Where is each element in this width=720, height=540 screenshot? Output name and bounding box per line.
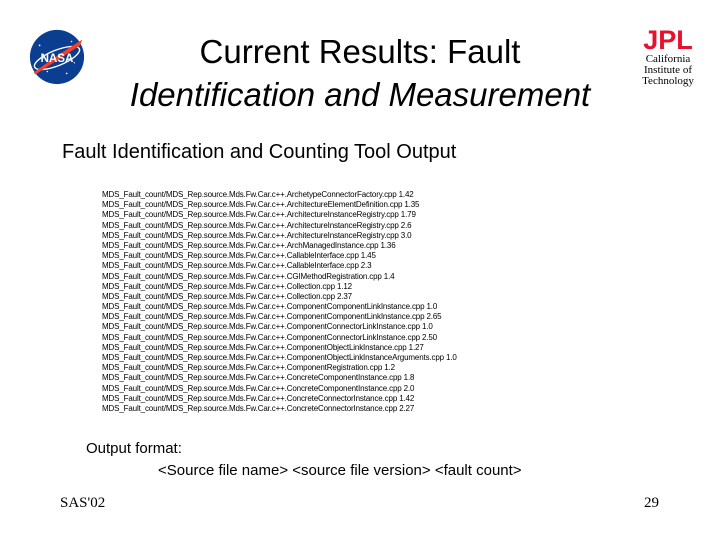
jpl-caption-line: Technology [642,75,694,87]
jpl-logo-text: JPL [643,26,693,52]
section-subtitle: Fault Identification and Counting Tool Output [62,141,457,163]
output-line: MDS_Fault_count/MDS_Rep.source.Mds.Fw.Car.c++.ConcreteComponentInstance.cpp 1.8 [102,373,415,383]
output-line: MDS_Fault_count/MDS_Rep.source.Mds.Fw.Car.c++.ComponentObjectLinkInstanceArguments.cpp 1.0 [102,353,457,362]
output-line: MDS_Fault_count/MDS_Rep.source.Mds.Fw.Car.c++.ComponentConnectorLinkInstance.cpp 2.50 [102,332,437,342]
output-line: MDS_Fault_count/MDS_Rep.source.Mds.Fw.Car.c++.Collection.cpp 2.37 [102,291,352,301]
output-line: MDS_Fault_count/MDS_Rep.source.Mds.Fw.Car.c++.ComponentRegistration.cpp 1.2 [102,363,395,373]
output-line: MDS_Fault_count/MDS_Rep.source.Mds.Fw.Car.c++.ArchetypeConnectorFactory.cpp 1.42 [102,190,414,199]
jpl-caption-line: California [645,53,691,65]
title-line-1: Current Results: Fault [199,33,521,70]
output-line: MDS_Fault_count/MDS_Rep.source.Mds.Fw.Car.c++.Collection.cpp 1.12 [102,281,352,291]
output-line: MDS_Fault_count/MDS_Rep.source.Mds.Fw.Car.c++.ComponentComponentLinkInstance.cpp 2.65 [102,312,442,322]
nasa-logo-text: NASA [40,51,74,65]
output-line: MDS_Fault_count/MDS_Rep.source.Mds.Fw.Car.c++.ComponentComponentLinkInstance.cpp 1.0 [102,302,438,312]
output-line: MDS_Fault_count/MDS_Rep.source.Mds.Fw.Car.c++.CallableInterface.cpp 2.3 [102,261,372,271]
output-line: MDS_Fault_count/MDS_Rep.source.Mds.Fw.Car.c++.ArchitectureInstanceRegistry.cpp 2.6 [102,220,412,230]
output-line: MDS_Fault_count/MDS_Rep.source.Mds.Fw.Car.c++.ComponentObjectLinkInstance.cpp 1.27 [102,342,424,352]
footer-conference: SAS'02 [60,495,106,511]
output-line: MDS_Fault_count/MDS_Rep.source.Mds.Fw.Car.c++.ArchitectureInstanceRegistry.cpp 3.0 [102,230,412,240]
output-line: MDS_Fault_count/MDS_Rep.source.Mds.Fw.Car.c++.ArchitectureInstanceRegistry.cpp 1.79 [102,210,416,220]
output-format-label: Output format: [86,440,182,457]
page-number: 29 [644,495,659,511]
output-line: MDS_Fault_count/MDS_Rep.source.Mds.Fw.Car.c++.ComponentConnectorLinkInstance.cpp 1.0 [102,322,433,332]
output-line: MDS_Fault_count/MDS_Rep.source.Mds.Fw.Car.c++.CGIMethodRegistration.cpp 1.4 [102,271,395,281]
output-line: MDS_Fault_count/MDS_Rep.source.Mds.Fw.Car.c++.ConcreteConnectorInstance.cpp 1.42 [102,393,415,403]
jpl-logo-block [622,26,714,87]
output-line: MDS_Fault_count/MDS_Rep.source.Mds.Fw.Car.c++.ConcreteComponentInstance.cpp 2.0 [102,383,415,393]
tool-output-listing [102,190,457,414]
output-format-value: <Source file name> <source file version> <fault count> [158,462,522,479]
output-line: MDS_Fault_count/MDS_Rep.source.Mds.Fw.Car.c++.ConcreteConnectorInstance.cpp 2.27 [102,403,415,413]
output-line: MDS_Fault_count/MDS_Rep.source.Mds.Fw.Car.c++.ArchitectureElementDefinition.cpp 1.35 [102,200,420,210]
output-line: MDS_Fault_count/MDS_Rep.source.Mds.Fw.Car.c++.ArchManagedInstance.cpp 1.36 [102,240,396,250]
jpl-caption-line: Institute of [644,64,692,76]
title-line-2: Identification and Measurement [129,76,591,113]
page-title [60,30,660,116]
jpl-caption [622,54,714,87]
jpl-logo [636,26,700,52]
output-line: MDS_Fault_count/MDS_Rep.source.Mds.Fw.Car.c++.CallableInterface.cpp 1.45 [102,251,376,261]
